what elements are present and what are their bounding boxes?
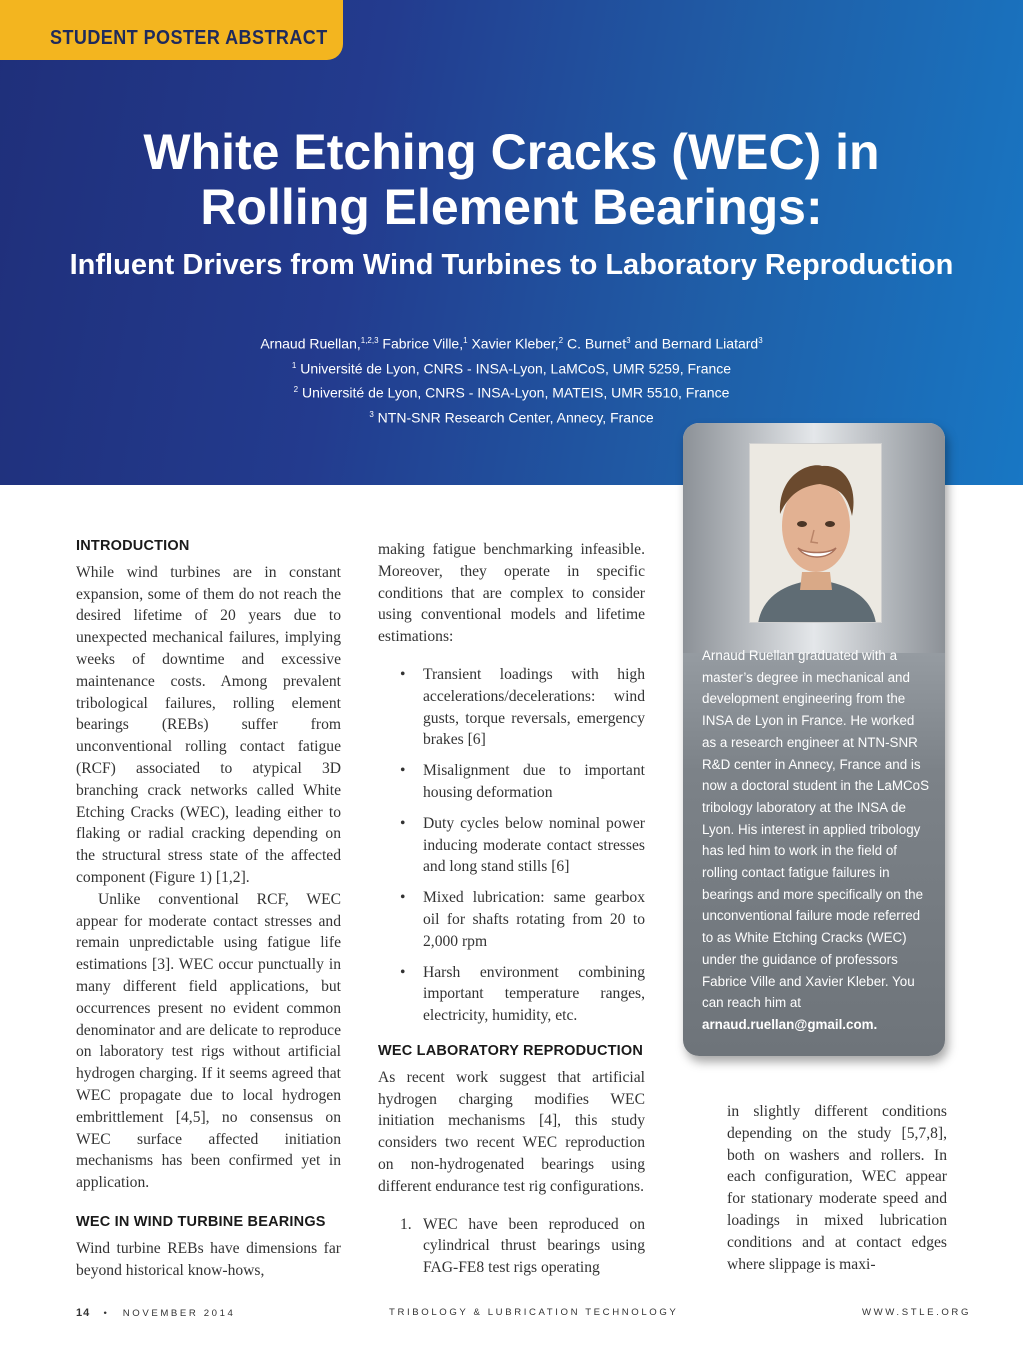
list-item: [378, 962, 645, 1027]
bullet-icon: •: [400, 963, 406, 981]
author-portrait-image: [750, 444, 882, 623]
author-name: Arnaud Ruellan,: [260, 335, 361, 352]
author-bio-card: [683, 423, 945, 1056]
list-item: [378, 813, 645, 878]
author-sup: 1,2,3: [360, 336, 379, 345]
bullet-icon: •: [400, 889, 406, 907]
affiliation-sup: 1: [291, 360, 297, 370]
page-number: 14: [76, 1307, 91, 1319]
bio-text: [702, 645, 932, 1036]
affiliation-text: Université de Lyon, CNRS - INSA-Lyon, MATEIS, UMR 5510, France: [298, 384, 730, 401]
wind-paragraph-1: Wind turbine REBs have dimensions far beyond historical know-hows,: [76, 1239, 341, 1279]
footer-left: [76, 1307, 235, 1319]
bullet-icon: •: [400, 665, 406, 683]
list-item-text: Mixed lubrication: same gearbox oil for shafts rotating from 20 to 2,000 rpm: [423, 889, 645, 950]
list-item-text: Duty cycles below nominal power inducing moderate contact stresses and long stand stills [6]: [423, 814, 645, 876]
section-tag-label: STUDENT POSTER ABSTRACT: [50, 27, 328, 49]
author-line: [0, 330, 1023, 355]
list-item-text: Harsh environment combining important temperature ranges, electricity, humidity, etc.: [423, 963, 645, 1025]
list-item: [378, 664, 645, 751]
author-email-link[interactable]: arnaud.ruellan@gmail.com.: [702, 1016, 878, 1032]
author-name: Xavier Kleber,: [467, 335, 559, 352]
affiliation-text: NTN-SNR Research Center, Annecy, France: [373, 409, 654, 426]
bullet-icon: •: [400, 814, 406, 832]
article-title-line-2: Rolling Element Bearings:: [200, 179, 823, 235]
list-item: [378, 887, 645, 952]
journal-name: TRIBOLOGY & LUBRICATION TECHNOLOGY: [389, 1307, 679, 1318]
author-sup: 1: [463, 336, 468, 345]
section-heading-laboratory: WEC LABORATORY REPRODUCTION: [378, 1042, 644, 1059]
author-sup: 3: [758, 336, 763, 345]
bio-paragraph: Arnaud Ruellan graduated with a master’s degree in mechanical and development engineering from the INSA de Lyon in France. He worked as a research engineer at NTN-SNR R&D center in Annecy, France and is now a doctoral student in the LaMCoS tribology laboratory at the INSA de Lyon. His interest in applied tribology has led him to work in the field of rolling contact fatigue failures in bearings and more specifically on the unconventional failure mode referred to as White Etching Cracks (WEC) under the guidance of professors Fabrice Ville and Xavier Kleber. You can reach him at: [702, 648, 930, 1011]
list-item-text: WEC have been reproduced on cylindrical thrust bearings using FAG-FE8 test rigs operating: [423, 1215, 645, 1277]
lab-paragraph-1: As recent work suggest that artificial hydrogen charging modifies WEC initiation mechanisms [4], this study considers two recent WEC reproduction on non-hydrogenated bearings using different endurance test rig configurations.: [378, 1068, 645, 1195]
author-block: [0, 330, 1023, 429]
operating-conditions-list: [378, 664, 645, 1027]
article-subtitle: Influent Drivers from Wind Turbines to Laboratory Reproduction: [69, 249, 954, 281]
text-column-2: [378, 539, 645, 1279]
intro-paragraph-1: While wind turbines are in constant expansion, some of them do not reach the desired lifetime of 20 years due to unexpected mechanical failures, implying weeks of downtime and excessive maintenance costs. Among prevalent tribological failures, rolling element bearings (REBs) suffer from unconventional rolling contact fatigue (RCF) associated to atypical 3D branching crack networks called White Etching Cracks (WEC), leading either to flaking or radial cracking depending on the structural stress state of the affected component (Figure 1) [1,2].: [76, 563, 341, 886]
text-column-3: [727, 1101, 947, 1275]
website-link[interactable]: WWW.STLE.ORG: [862, 1307, 972, 1318]
author-photo: [749, 443, 882, 623]
article-title-line-1: White Etching Cracks (WEC) in: [143, 124, 880, 180]
section-heading-wind-turbine: WEC IN WIND TURBINE BEARINGS: [76, 1213, 326, 1230]
list-item-text: Misalignment due to important housing deformation: [423, 762, 645, 801]
bullet-icon: •: [400, 762, 406, 780]
list-number: 1.: [400, 1215, 412, 1233]
affiliation-sup: 3: [369, 409, 374, 419]
author-sup: 2: [558, 336, 564, 345]
text-column-1: [76, 536, 341, 1281]
reproduction-list: [378, 1214, 645, 1279]
list-item: [378, 760, 645, 804]
author-sup: 3: [626, 336, 631, 345]
affiliation-line: [0, 355, 1023, 380]
author-name: C. Burnet: [563, 335, 627, 352]
section-heading-introduction: INTRODUCTION: [76, 538, 190, 554]
issue-date: NOVEMBER 2014: [122, 1308, 236, 1319]
affiliation-text: Université de Lyon, CNRS - INSA-Lyon, LaMCoS, UMR 5259, France: [296, 360, 732, 377]
intro-paragraph-2: Unlike conventional RCF, WEC appear for moderate contact stresses and remain unpredictable using fatigue life estimations [3]. WEC occur punctually in many different field applications, but occurrences present no evident common denominator and are delicate to reproduce on laboratory test rigs without artificial hydrogen charging. If it seems agreed that WEC propagate due to local hydrogen embrittlement [4,5], no consensus on WEC surface affected initiation mechanisms has been confirmed yet in application.: [76, 890, 341, 1192]
affiliation-line: [0, 379, 1023, 404]
section-tag: [0, 0, 343, 60]
list-item: [378, 1214, 645, 1279]
author-name: Fabrice Ville,: [378, 335, 464, 352]
affiliation-sup: 2: [293, 385, 299, 395]
author-name: and Bernard Liatard: [630, 335, 759, 352]
col3-paragraph-1: in slightly different conditions depending on the study [5,7,8], both on washers and rollers. In each configuration, WEC appear for stationary moderate speed and loadings in mixed lubrication conditions and at contact edges where slippage is maxi-: [727, 1103, 947, 1273]
footer-separator: •: [103, 1308, 110, 1319]
col2-paragraph-1: making fatigue benchmarking infeasible. Moreover, they operate in specific conditions that are complex to consider using conventional models and lifetime estimations:: [378, 541, 645, 646]
list-item-text: Transient loadings with high accelerations/decelerations: wind gusts, torque reversals, emergency brakes [6]: [423, 665, 645, 749]
